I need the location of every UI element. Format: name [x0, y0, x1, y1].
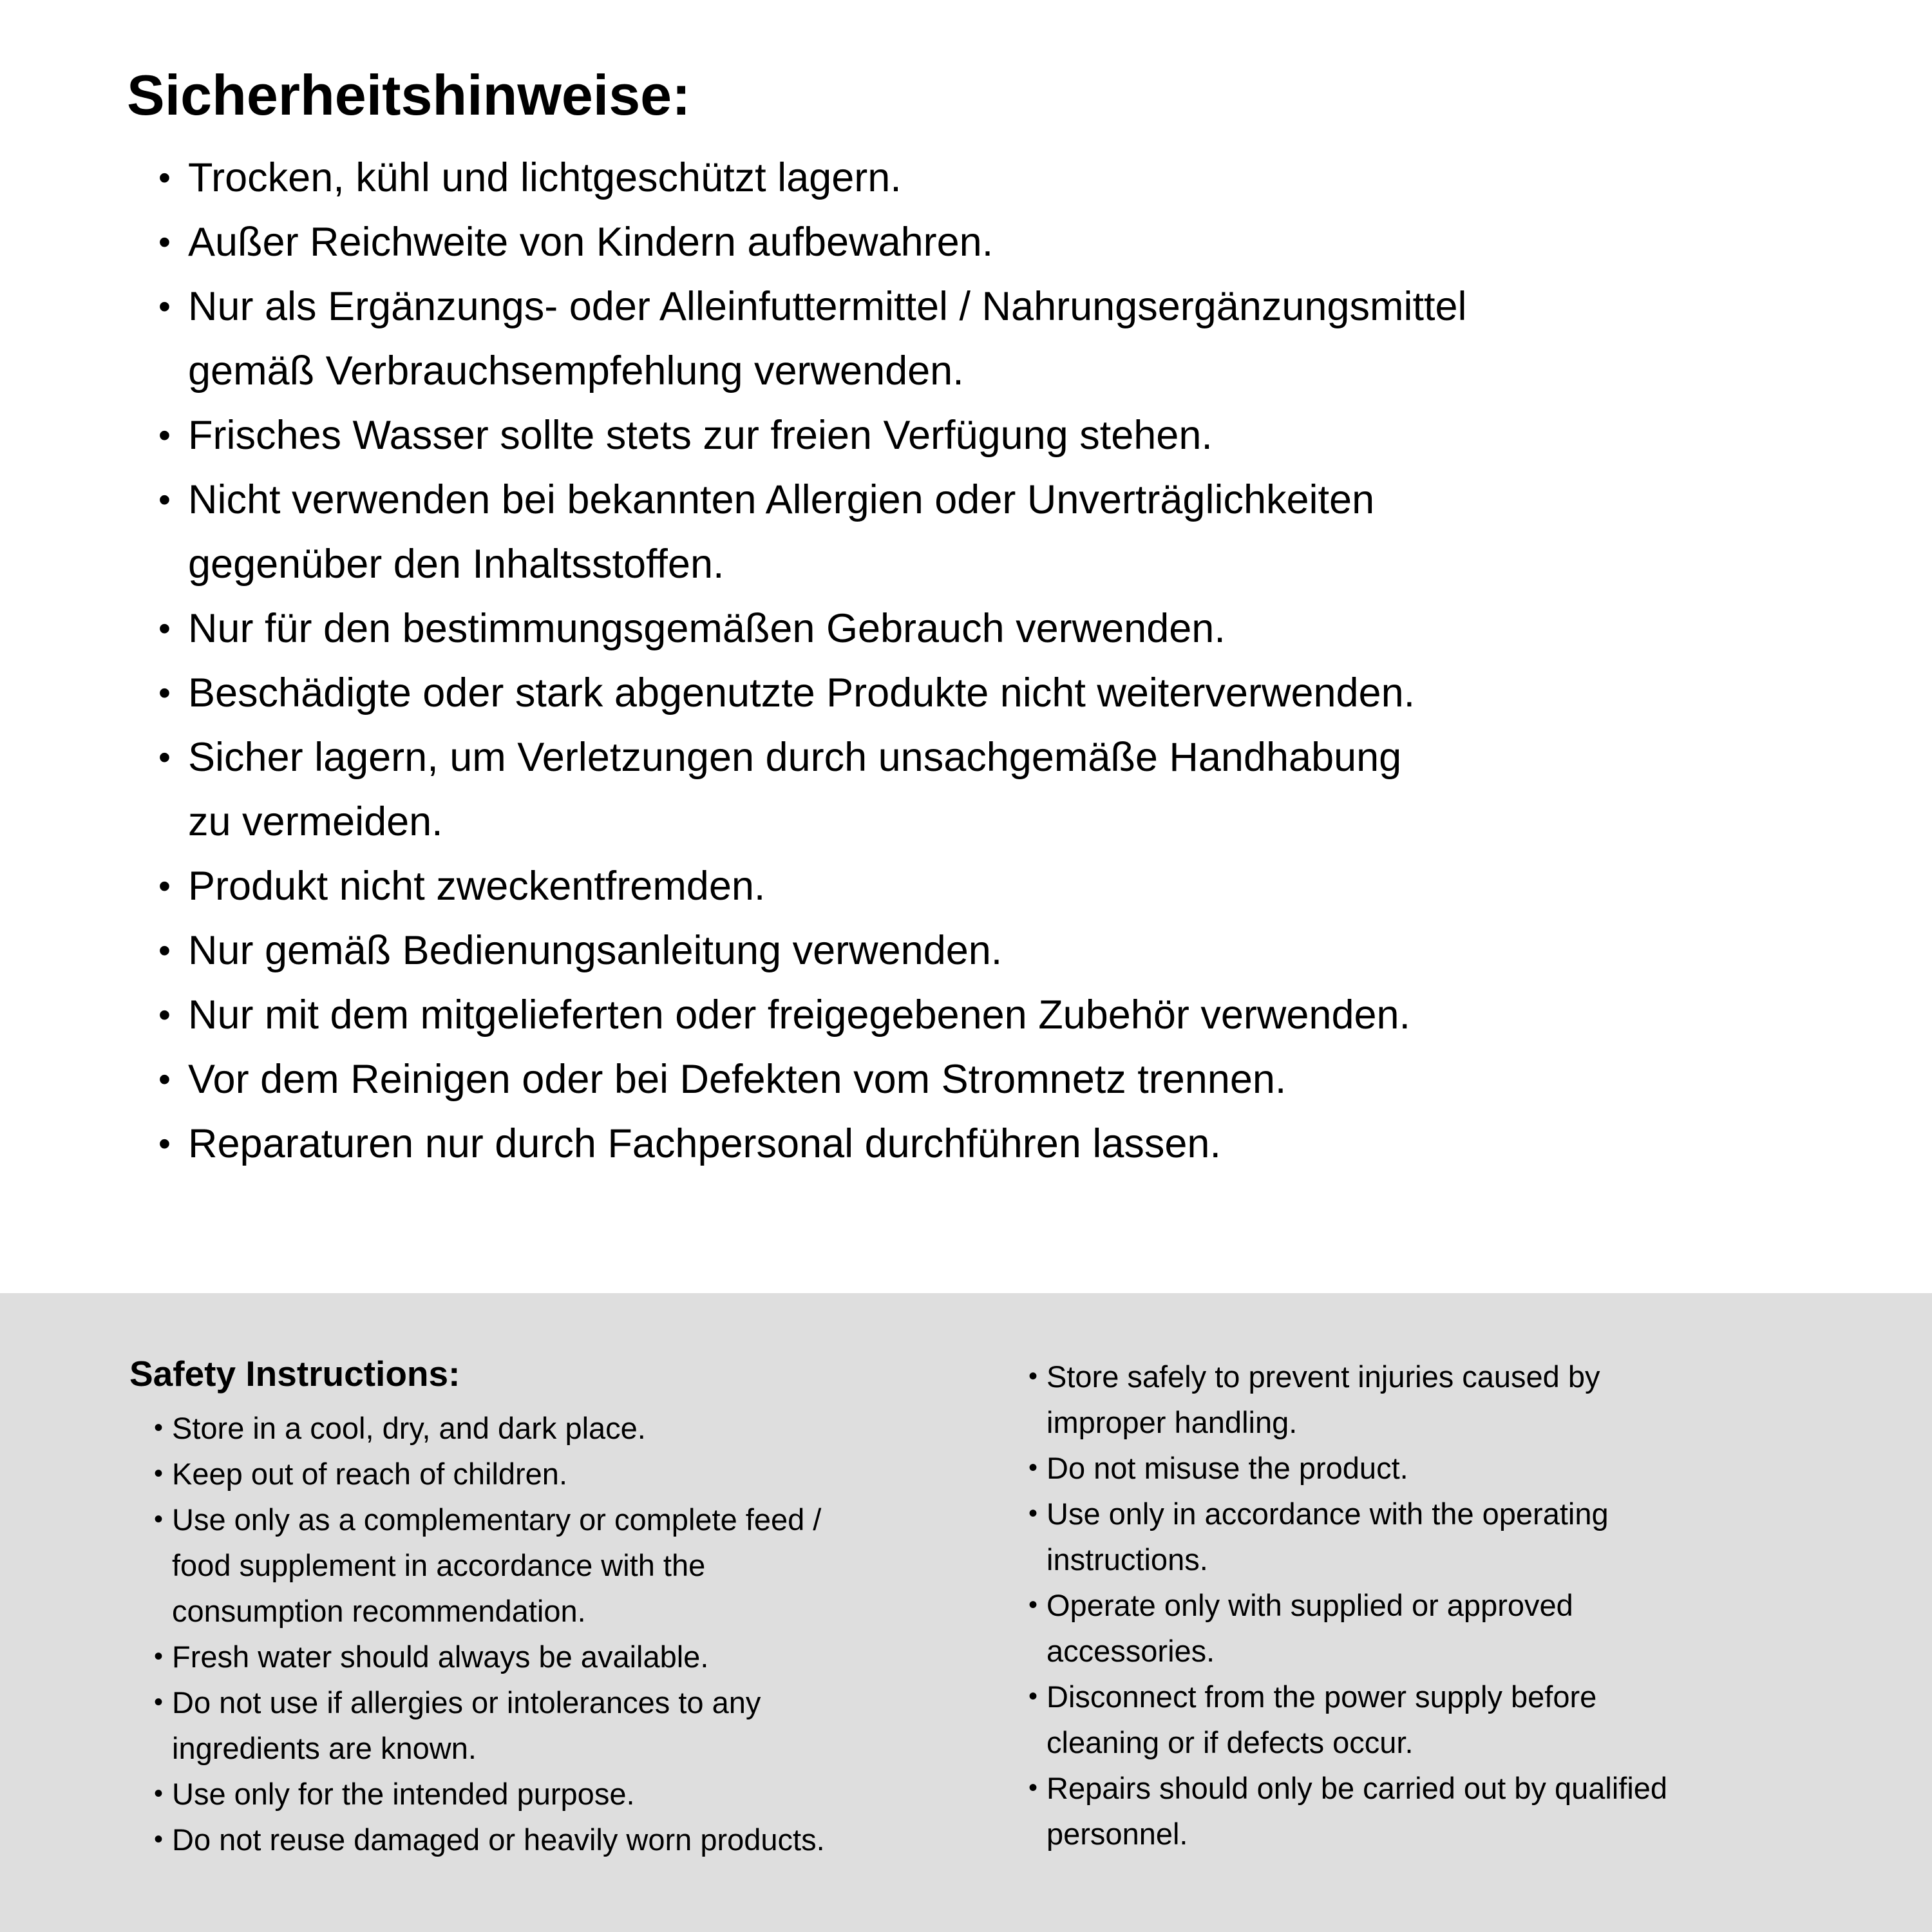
list-item-text: Keep out of reach of children.	[172, 1457, 568, 1491]
list-item-line	[1028, 1354, 1667, 1399]
list-item-text: Do not misuse the product.	[1046, 1451, 1408, 1485]
list-item-text: gemäß Verbrauchsempfehlung verwenden.	[188, 348, 964, 393]
list-item-line	[1028, 1765, 1668, 1811]
list-item-line	[158, 661, 1466, 725]
list-item-continuation-line	[172, 1725, 825, 1771]
list-item-line	[158, 1047, 1466, 1112]
list-item-line	[158, 854, 1466, 918]
list-item-continuation-line	[188, 339, 1466, 403]
list-item-text: Operate only with supplied or approved	[1046, 1588, 1573, 1622]
english-safety-list-left-column	[154, 1405, 825, 1862]
list-item-continuation-line	[1046, 1811, 1667, 1857]
list-item-text: gegenüber den Inhaltsstoffen.	[188, 542, 724, 587]
list-item-text: Repairs should only be carried out by qualified	[1046, 1771, 1668, 1805]
list-item-text: Nur gemäß Bedienungsanleitung verwenden.	[188, 928, 1003, 973]
bullet-glyph: •	[158, 416, 171, 455]
german-safety-list	[158, 146, 1467, 1176]
list-item-line	[158, 983, 1466, 1047]
bullet-glyph: •	[158, 738, 171, 777]
list-item-line	[158, 210, 1466, 274]
bullet-glyph: •	[1028, 1682, 1038, 1710]
list-item-line	[158, 146, 1466, 210]
list-item-text: food supplement in accordance with the	[172, 1548, 706, 1582]
list-item-continuation-line	[172, 1588, 825, 1634]
list-item-text: improper handling.	[1046, 1405, 1298, 1439]
list-item-text: Store safely to prevent injuries caused by	[1046, 1359, 1600, 1394]
list-item-line	[158, 1112, 1466, 1176]
german-section-title: Sicherheitshinweise:	[127, 63, 691, 127]
bullet-glyph: •	[1028, 1499, 1038, 1528]
bullet-glyph: •	[154, 1459, 164, 1488]
list-item-line	[154, 1405, 825, 1451]
list-item-text: ingredients are known.	[172, 1731, 477, 1765]
list-item-line	[1028, 1445, 1667, 1491]
list-item-text: Do not use if allergies or intolerances to any	[172, 1685, 761, 1719]
list-item-text: Nur als Ergänzungs- oder Alleinfuttermittel / Nahrungsergänzungsmittel	[188, 284, 1467, 329]
list-item-line	[158, 468, 1466, 532]
list-item-text: Use only for the intended purpose.	[172, 1777, 635, 1811]
list-item-text: accessories.	[1046, 1634, 1215, 1668]
list-item-text: Fresh water should always be available.	[172, 1640, 709, 1674]
list-item-line	[1028, 1582, 1667, 1628]
bullet-glyph: •	[158, 867, 171, 905]
list-item-text: Sicher lagern, um Verletzungen durch unsachgemäße Handhabung	[188, 735, 1402, 780]
bullet-glyph: •	[1028, 1591, 1038, 1619]
bullet-glyph: •	[154, 1779, 164, 1808]
bullet-glyph: •	[154, 1688, 164, 1716]
bullet-glyph: •	[1028, 1362, 1038, 1390]
bullet-glyph: •	[154, 1825, 164, 1853]
list-item-line	[154, 1817, 825, 1862]
list-item-text: Produkt nicht zweckentfremden.	[188, 864, 766, 909]
list-item-text: Nur für den bestimmungsgemäßen Gebrauch verwenden.	[188, 606, 1226, 651]
list-item-line	[158, 918, 1466, 983]
list-item-line	[158, 403, 1466, 468]
list-item-text: Nicht verwenden bei bekannten Allergien oder Unverträglichkeiten	[188, 477, 1375, 522]
list-item-text: Reparaturen nur durch Fachpersonal durchführen lassen.	[188, 1121, 1221, 1166]
bullet-glyph: •	[158, 1060, 171, 1099]
list-item-text: consumption recommendation.	[172, 1594, 586, 1628]
list-item-line	[154, 1680, 825, 1725]
list-item-line	[154, 1451, 825, 1497]
bullet-glyph: •	[154, 1505, 164, 1533]
list-item-text: Do not reuse damaged or heavily worn products.	[172, 1823, 825, 1857]
list-item-text: Disconnect from the power supply before	[1046, 1680, 1597, 1714]
bullet-glyph: •	[158, 1124, 171, 1163]
list-item-continuation-line	[172, 1542, 825, 1588]
english-section-title: Safety Instructions:	[129, 1354, 460, 1394]
list-item-text: Use only in accordance with the operating	[1046, 1497, 1609, 1531]
list-item-line	[154, 1497, 825, 1542]
list-item-continuation-line	[1046, 1628, 1667, 1674]
list-item-text: Vor dem Reinigen oder bei Defekten vom Stromnetz trennen.	[188, 1057, 1287, 1102]
list-item-continuation-line	[1046, 1719, 1667, 1765]
list-item-text: cleaning or if defects occur.	[1046, 1725, 1414, 1759]
list-item-text: Nur mit dem mitgelieferten oder freigegebenen Zubehör verwenden.	[188, 992, 1411, 1037]
list-item-text: instructions.	[1046, 1542, 1208, 1577]
bullet-glyph: •	[158, 223, 171, 261]
list-item-line	[1028, 1674, 1667, 1719]
list-item-continuation-line	[1046, 1537, 1667, 1582]
list-item-continuation-line	[188, 790, 1466, 854]
bullet-glyph: •	[1028, 1774, 1038, 1802]
bullet-glyph: •	[158, 480, 171, 519]
list-item-line	[158, 725, 1466, 790]
list-item-text: Trocken, kühl und lichtgeschützt lagern.	[188, 155, 902, 200]
bullet-glyph: •	[158, 609, 171, 648]
list-item-text: Außer Reichweite von Kindern aufbewahren.	[188, 220, 994, 265]
list-item-text: Frisches Wasser sollte stets zur freien Verfügung stehen.	[188, 413, 1213, 458]
list-item-line	[154, 1771, 825, 1817]
bullet-glyph: •	[158, 287, 171, 326]
list-item-text: Store in a cool, dry, and dark place.	[172, 1411, 646, 1445]
list-item-line	[158, 274, 1467, 339]
list-item-line	[1028, 1491, 1667, 1537]
list-item-line	[158, 596, 1466, 661]
list-item-continuation-line	[1046, 1399, 1667, 1445]
bullet-glyph: •	[1028, 1454, 1038, 1482]
list-item-text: Use only as a complementary or complete feed /	[172, 1502, 822, 1537]
bullet-glyph: •	[154, 1414, 164, 1442]
bullet-glyph: •	[158, 931, 171, 970]
list-item-text: zu vermeiden.	[188, 799, 443, 844]
bullet-glyph: •	[158, 158, 171, 197]
list-item-line	[154, 1634, 825, 1680]
list-item-text: personnel.	[1046, 1817, 1188, 1851]
english-safety-list-right-column	[1028, 1354, 1668, 1857]
bullet-glyph: •	[158, 674, 171, 712]
list-item-continuation-line	[188, 532, 1466, 596]
list-item-text: Beschädigte oder stark abgenutzte Produkte nicht weiterverwenden.	[188, 670, 1416, 715]
bullet-glyph: •	[158, 996, 171, 1034]
bullet-glyph: •	[154, 1642, 164, 1671]
